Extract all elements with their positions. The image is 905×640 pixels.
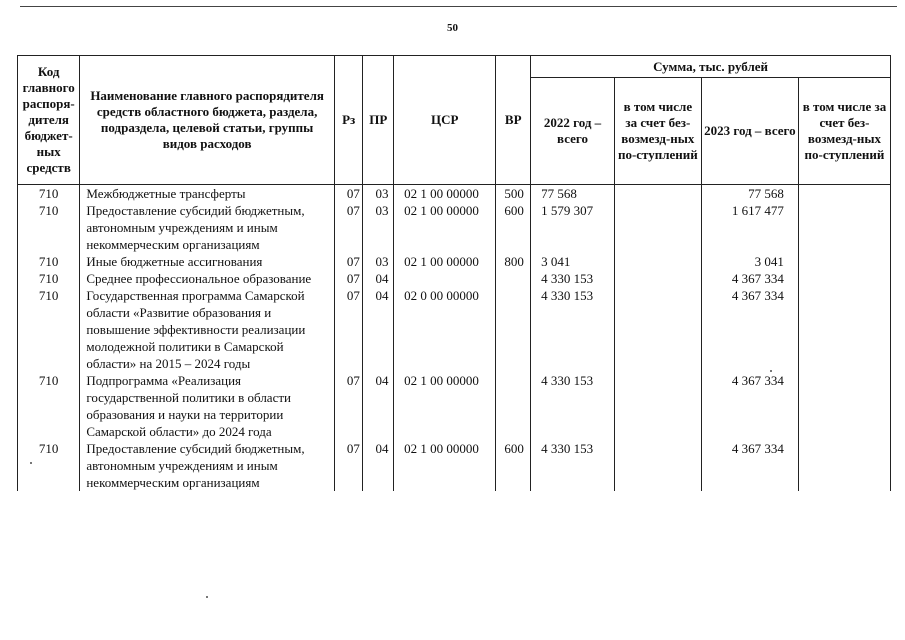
cell-vr: 600 — [496, 202, 531, 253]
cell-rz: 07 — [334, 287, 363, 372]
cell-total-2023: 1 617 477 — [701, 202, 798, 253]
cell-rz: 07 — [334, 253, 363, 270]
cell-total-2022: 3 041 — [531, 253, 615, 270]
cell-csr: 02 1 00 00000 — [394, 253, 496, 270]
cell-incl-2023 — [798, 202, 890, 253]
cell-total-2023: 4 367 334 — [701, 372, 798, 440]
cell-code: 710 — [18, 372, 80, 440]
cell-pr: 03 — [363, 253, 394, 270]
page-number: 50 — [447, 22, 458, 34]
cell-name: Иные бюджетные ассигнования — [80, 253, 335, 270]
table-body — [18, 185, 891, 492]
cell-vr — [496, 270, 531, 287]
cell-pr: 03 — [363, 202, 394, 253]
cell-total-2023: 77 568 — [701, 185, 798, 203]
cell-csr: 02 1 00 00000 — [394, 202, 496, 253]
cell-total-2022: 4 330 153 — [531, 440, 615, 491]
cell-total-2023: 4 367 334 — [701, 270, 798, 287]
header-vr: ВР — [496, 56, 531, 185]
cell-csr: 02 1 00 00000 — [394, 440, 496, 491]
cell-total-2023: 4 367 334 — [701, 287, 798, 372]
cell-total-2022: 4 330 153 — [531, 270, 615, 287]
top-rule — [20, 6, 897, 7]
cell-pr: 04 — [363, 440, 394, 491]
cell-code: 710 — [18, 287, 80, 372]
cell-csr — [394, 270, 496, 287]
header-pr: ПР — [363, 56, 394, 185]
cell-csr: 02 1 00 00000 — [394, 185, 496, 203]
cell-code: 710 — [18, 202, 80, 253]
cell-vr: 800 — [496, 253, 531, 270]
cell-code: 710 — [18, 185, 80, 203]
cell-vr — [496, 372, 531, 440]
cell-total-2023: 3 041 — [701, 253, 798, 270]
header-code: Код главного распоря-дителя бюджет-ных средств — [18, 56, 80, 185]
header-total-2022: 2022 год – всего — [531, 78, 615, 185]
table-row — [18, 270, 891, 287]
cell-total-2023: 4 367 334 — [701, 440, 798, 491]
cell-rz: 07 — [334, 372, 363, 440]
cell-name: Подпрограмма «Реализация государственной политики в области образования и науки на территории Самарской области» до 2024 года — [80, 372, 335, 440]
cell-incl-2023 — [798, 253, 890, 270]
cell-code: 710 — [18, 440, 80, 491]
cell-csr: 02 0 00 00000 — [394, 287, 496, 372]
header-rz: Рз — [334, 56, 363, 185]
header-incl-2022: в том числе за счет без-возмезд-ных по-ступлений — [614, 78, 701, 185]
header-csr: ЦСР — [394, 56, 496, 185]
table-row — [18, 253, 891, 270]
scan-speck — [206, 596, 208, 598]
cell-incl-2022 — [614, 185, 701, 203]
cell-vr — [496, 287, 531, 372]
cell-incl-2023 — [798, 440, 890, 491]
cell-incl-2022 — [614, 253, 701, 270]
cell-code: 710 — [18, 253, 80, 270]
scan-speck — [770, 370, 772, 372]
cell-pr: 04 — [363, 270, 394, 287]
cell-name: Межбюджетные трансферты — [80, 185, 335, 203]
cell-vr: 600 — [496, 440, 531, 491]
cell-incl-2022 — [614, 372, 701, 440]
cell-incl-2023 — [798, 270, 890, 287]
table-row — [18, 202, 891, 253]
cell-pr: 04 — [363, 287, 394, 372]
cell-rz: 07 — [334, 185, 363, 203]
cell-incl-2022 — [614, 287, 701, 372]
cell-pr: 04 — [363, 372, 394, 440]
cell-total-2022: 4 330 153 — [531, 372, 615, 440]
header-name: Наименование главного распорядителя средств областного бюджета, раздела, подраздела, целевой статьи, группы видов расходов — [80, 56, 335, 185]
cell-name: Предоставление субсидий бюджетным, автономным учреждениям и иным некоммерческим организациям — [80, 440, 335, 491]
header-incl-2023: в том числе за счет без-возмезд-ных по-ступлений — [798, 78, 890, 185]
cell-incl-2023 — [798, 185, 890, 203]
cell-total-2022: 77 568 — [531, 185, 615, 203]
cell-vr: 500 — [496, 185, 531, 203]
cell-incl-2022 — [614, 270, 701, 287]
cell-incl-2023 — [798, 287, 890, 372]
cell-csr: 02 1 00 00000 — [394, 372, 496, 440]
budget-table — [17, 55, 891, 491]
scan-speck — [30, 462, 32, 464]
cell-name: Государственная программа Самарской области «Развитие образования и повышение эффективности реализации молодежной политики в Самарской области» на 2015 – 2024 годы — [80, 287, 335, 372]
table-row — [18, 372, 891, 440]
table-row — [18, 440, 891, 491]
cell-rz: 07 — [334, 202, 363, 253]
cell-code: 710 — [18, 270, 80, 287]
header-sum-group: Сумма, тыс. рублей — [531, 56, 891, 78]
cell-total-2022: 4 330 153 — [531, 287, 615, 372]
cell-rz: 07 — [334, 270, 363, 287]
cell-total-2022: 1 579 307 — [531, 202, 615, 253]
cell-pr: 03 — [363, 185, 394, 203]
cell-incl-2023 — [798, 372, 890, 440]
table-row — [18, 185, 891, 203]
cell-rz: 07 — [334, 440, 363, 491]
cell-name: Предоставление субсидий бюджетным, автономным учреждениям и иным некоммерческим организациям — [80, 202, 335, 253]
cell-incl-2022 — [614, 440, 701, 491]
table-row — [18, 287, 891, 372]
cell-incl-2022 — [614, 202, 701, 253]
cell-name: Среднее профессиональное образование — [80, 270, 335, 287]
table-header — [18, 56, 891, 185]
header-total-2023: 2023 год – всего — [701, 78, 798, 185]
